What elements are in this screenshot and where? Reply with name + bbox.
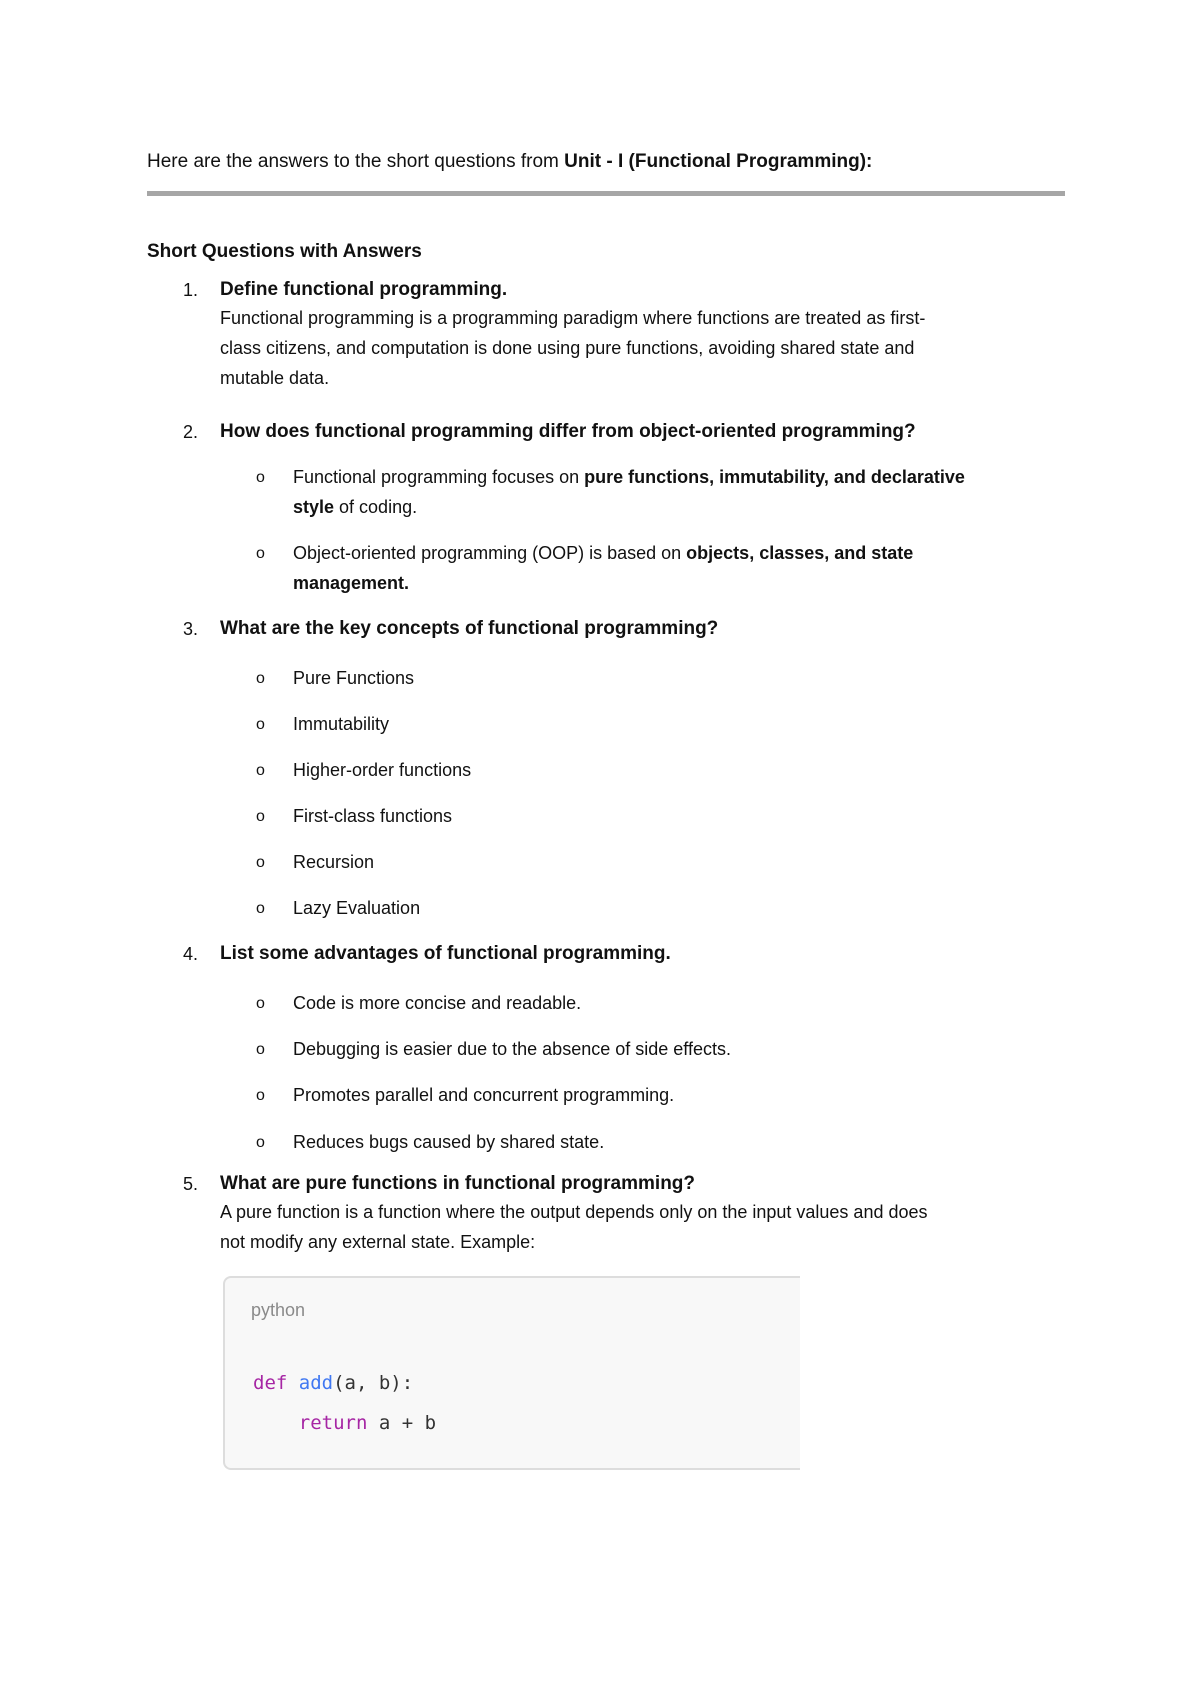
question-title: Define functional programming. (220, 279, 508, 300)
question-title: List some advantages of functional programming. (220, 943, 671, 964)
code-keyword: def (253, 1372, 288, 1394)
bullet-icon: o (256, 545, 265, 562)
intro-unit-title: Unit - I (Functional Programming): (564, 151, 873, 172)
code-line (253, 1412, 436, 1434)
answer-line: class citizens, and computation is done using pure functions, avoiding shared state and (220, 338, 915, 358)
list-item: First-class functions (293, 806, 453, 826)
bullet-text-plain: Functional programming focuses on (293, 467, 585, 487)
bullet-icon: o (256, 808, 265, 825)
bullet-icon: o (256, 900, 265, 917)
bullet-icon: o (256, 716, 265, 733)
horizontal-divider (147, 191, 1065, 196)
bullet-line (293, 538, 1053, 568)
bullet-icon: o (256, 469, 265, 486)
bullet-icon: o (256, 854, 265, 871)
question-number: 1. (183, 280, 199, 300)
list-item: Code is more concise and readable. (293, 993, 582, 1013)
bullet-icon: o (256, 1087, 265, 1104)
code-text: (a, b): (333, 1372, 414, 1394)
question-title: How does functional programming differ from object-oriented programming? (220, 421, 916, 442)
list-item: Lazy Evaluation (293, 898, 421, 918)
answer-line: A pure function is a function where the output depends only on the input values and does (220, 1202, 928, 1222)
bullet-text-plain: of coding. (334, 497, 418, 517)
intro-prefix: Here are the answers to the short questions from (147, 151, 565, 172)
bullet-line (293, 568, 1053, 598)
question-number: 3. (183, 619, 199, 639)
code-indent (253, 1412, 299, 1434)
bullet-text-plain: Object-oriented programming (OOP) is based on (293, 543, 687, 563)
answer-line: Functional programming is a programming paradigm where functions are treated as first- (220, 308, 926, 328)
question-number: 4. (183, 944, 199, 964)
list-item: Recursion (293, 852, 375, 872)
list-item: Reduces bugs caused by shared state. (293, 1132, 605, 1152)
bullet-text-bold: pure functions, immutability, and declarative (584, 467, 965, 487)
list-item: Promotes parallel and concurrent programming. (293, 1085, 675, 1105)
question-title: What are pure functions in functional programming? (220, 1173, 696, 1194)
bullet-icon: o (256, 995, 265, 1012)
list-item: Higher-order functions (293, 760, 472, 780)
list-item: Pure Functions (293, 668, 415, 688)
intro-text (147, 150, 872, 174)
code-block (223, 1276, 800, 1470)
code-text: a + b (367, 1412, 437, 1434)
bullet-text-bold: style (293, 497, 335, 517)
code-line (253, 1372, 413, 1394)
question-title: What are the key concepts of functional programming? (220, 618, 719, 639)
section-title: Short Questions with Answers (147, 241, 422, 262)
bullet-line (293, 462, 1053, 492)
bullet-icon: o (256, 1041, 265, 1058)
bullet-icon: o (256, 1134, 265, 1151)
code-function-name: add (298, 1372, 334, 1394)
code-language-label: python (251, 1300, 306, 1320)
bullet-text-bold: objects, classes, and state (686, 543, 914, 563)
question-number: 2. (183, 422, 199, 442)
code-keyword: return (298, 1412, 368, 1434)
answer-line: not modify any external state. Example: (220, 1232, 536, 1252)
list-item: Debugging is easier due to the absence of side effects. (293, 1039, 731, 1059)
bullet-line (293, 492, 1053, 522)
question-number: 5. (183, 1174, 199, 1194)
bullet-text-bold: management. (293, 573, 410, 593)
list-item: Immutability (293, 714, 390, 734)
answer-line: mutable data. (220, 368, 330, 388)
bullet-icon: o (256, 670, 265, 687)
bullet-icon: o (256, 762, 265, 779)
